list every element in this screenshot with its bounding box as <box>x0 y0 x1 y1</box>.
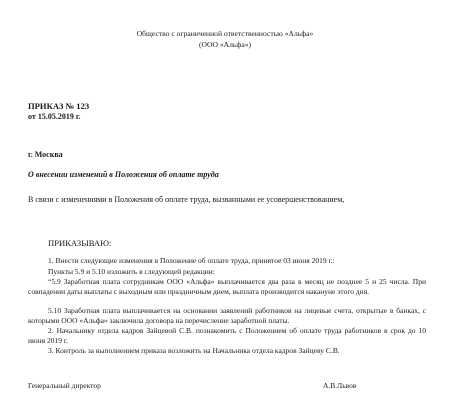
order-subject: О внесении изменений в Положения об оплате труда <box>28 170 219 179</box>
order-city: г. Москва <box>28 150 63 159</box>
order-date: от 15.05.2019 г. <box>28 112 81 121</box>
item-1-quote-5-9: “5.9 Заработная плата сотрудникам ООО «Альфа» выплачивается два раза в месяц не позднее 5 и 25 числа. При совпадении даты выплаты с выходным или праздничным днем, выплата производится накануне этого дня. <box>28 277 426 296</box>
item-3: 3. Контроль за выполнением приказа возложить на Начальника отдела кадров Зайцеву С.В. <box>48 346 340 355</box>
item-1-sub: Пункты 5.9 и 5.10 изложить в следующей редакции: <box>48 267 215 276</box>
org-full-name: Общество с ограниченной ответственностью «Альфа» <box>136 29 314 38</box>
order-word: ПРИКАЗЫВАЮ: <box>48 238 112 248</box>
org-short-name: (ООО «Альфа») <box>198 40 252 49</box>
item-1-quote-5-10: 5.10 Заработная плата выплачивается на основании заявлений работников на лицевые счета, открытые в банках, с которыми ООО «Альфа» заключила договора на перечисление заработной платы. <box>28 306 426 325</box>
order-number: ПРИКАЗ № 123 <box>28 101 90 111</box>
signature-name: А.В.Львов <box>323 381 357 390</box>
order-preamble: В связи с изменениями в Положения об оплате труда, вызванными ее усовершенствованием, <box>28 195 345 204</box>
signature-position: Генеральный директор <box>28 381 101 390</box>
item-1: 1. Внести следующие изменения в Положение об оплате труда, принятое 03 июня 2019 г.: <box>48 256 335 265</box>
item-2: 2. Начальнику отдела кадров Зайцевой С.В. познакомить с Положением об оплате труда работников в срок до 10 июня 2019 г. <box>28 326 426 345</box>
